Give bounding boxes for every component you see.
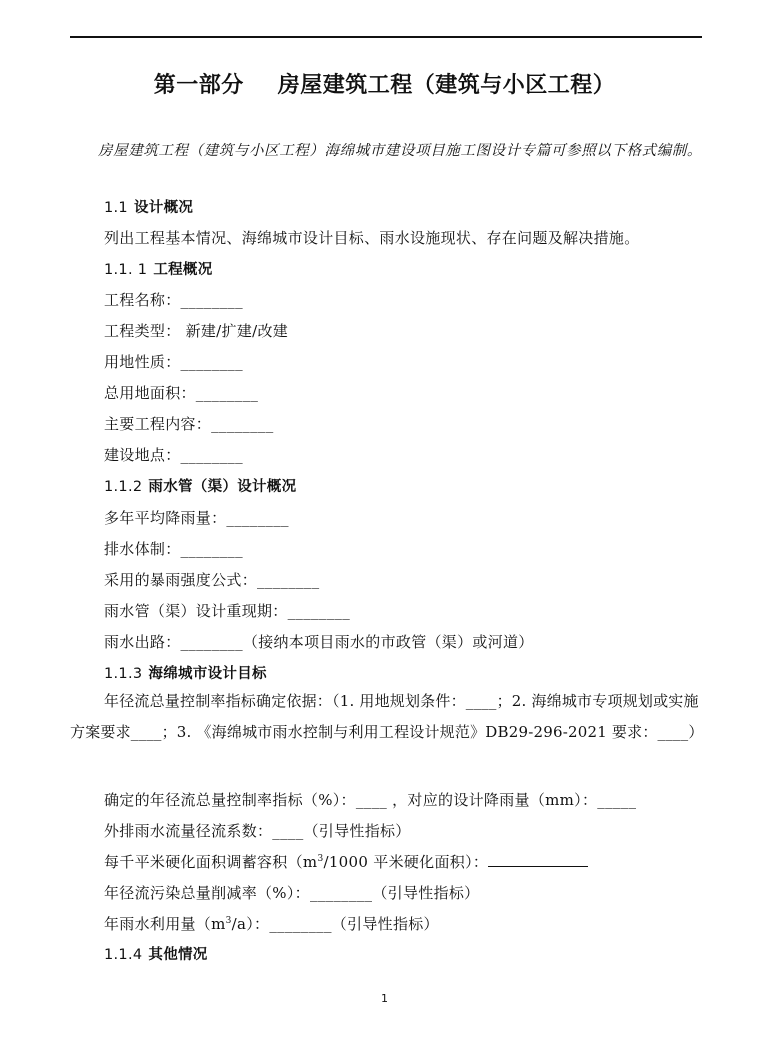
page-number: 1: [381, 992, 388, 1005]
section-1-1-heading: [104, 196, 193, 217]
location-line: 建设地点：________: [104, 446, 243, 464]
section-1-1-1-heading: [104, 258, 213, 279]
pollution-reduction-line: 年径流污染总量削减率（%）：________（引导性指标）: [104, 884, 480, 902]
runoff-coefficient-line: 外排雨水流量径流系数：____（引导性指标）: [104, 822, 411, 840]
section-number: 1.1. 1: [104, 262, 148, 278]
section-number: 1.1.2: [104, 479, 143, 495]
section-1-1-3-heading: [104, 662, 267, 683]
project-name-line: 工程名称：________: [104, 291, 243, 309]
header-rule: [70, 36, 702, 38]
section-title: 其他情况: [148, 947, 208, 963]
section-title: 设计概况: [133, 200, 194, 216]
drainage-system-line: 排水体制：________: [104, 540, 243, 558]
intro-paragraph: 房屋建筑工程（建筑与小区工程）海绵城市建设项目施工图设计专篇可参照以下格式编制。: [98, 143, 702, 159]
rain-outlet-line: 雨水出路：________（接纳本项目雨水的市政管（渠）或河道）: [104, 633, 534, 651]
section-number: 1.1: [104, 200, 128, 216]
control-basis-paragraph: 年径流总量控制率指标确定依据：（1. 用地规划条件：____；2. 海绵城市专项规划或实施方案要求____；3. 《海绵城市雨水控制与利用工程设计规范》DB29-296-2021 要求：____）: [70, 692, 704, 741]
superscript: 3: [317, 854, 324, 864]
section-title: 工程概况: [153, 262, 213, 278]
control-rate-line: 确定的年径流总量控制率指标（%）：____ ，对应的设计降雨量（mm）：_____: [104, 791, 637, 809]
return-period-line: 雨水管（渠）设计重现期：________: [104, 602, 351, 620]
section-1-1-4-heading: [104, 943, 208, 964]
storage-label-suffix: /1000 平米硬化面积）：: [323, 853, 489, 871]
reuse-label-prefix: 年雨水利用量（m: [104, 915, 226, 933]
total-area-line: 总用地面积：________: [104, 384, 259, 402]
section-1-1-description: 列出工程基本情况、海绵城市设计目标、雨水设施现状、存在问题及解决措施。: [104, 229, 640, 247]
title-part: 第一部分: [153, 73, 244, 98]
main-content-line: 主要工程内容：________: [104, 415, 274, 433]
superscript: 3: [225, 916, 232, 926]
section-title: 雨水管（渠）设计概况: [148, 479, 297, 495]
rainfall-line: 多年平均降雨量：________: [104, 509, 289, 527]
project-type-line: 工程类型： 新建/扩建/改建: [104, 322, 289, 340]
blank-underline: [488, 852, 588, 867]
rainwater-reuse-line: [104, 913, 439, 934]
storm-formula-line: 采用的暴雨强度公式：________: [104, 571, 320, 589]
page-title: [0, 68, 769, 99]
reuse-label-suffix: /a）：________（引导性指标）: [231, 915, 439, 933]
title-name: 房屋建筑工程（建筑与小区工程）: [277, 73, 616, 98]
section-number: 1.1.4: [104, 947, 143, 963]
storage-volume-line: [104, 851, 588, 872]
section-title: 海绵城市设计目标: [148, 666, 267, 682]
section-1-1-2-heading: [104, 475, 296, 496]
land-use-line: 用地性质：________: [104, 353, 243, 371]
section-number: 1.1.3: [104, 666, 143, 682]
storage-label-prefix: 每千平米硬化面积调蓄容积（m: [104, 853, 318, 871]
